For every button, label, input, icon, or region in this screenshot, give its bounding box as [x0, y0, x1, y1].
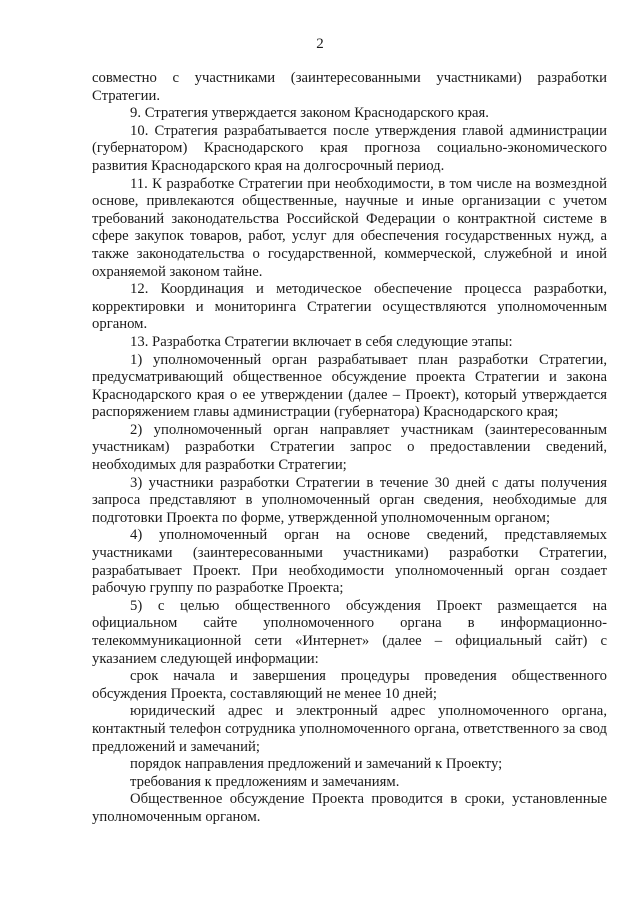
paragraph-13-item-4: 4) уполномоченный орган на основе сведений, представляемых участниками (заинтересованными участниками) разработки Стратегии, разрабатывает Проект. При необходимости уполномоченный орган создает рабочую группу по разработке Проекта;: [92, 527, 607, 597]
paragraph-12: 12. Координация и методическое обеспечение процесса разработки, корректировки и мониторинга Стратегии осуществляются уполномоченным органом.: [92, 281, 607, 333]
info-item-procedure: порядок направления предложений и замечаний к Проекту;: [130, 756, 503, 773]
info-item-address: юридический адрес и электронный адрес уполномоченного органа, контактный телефон сотрудника уполномоченного органа, ответственного за свод предложений и замечаний;: [92, 703, 607, 755]
paragraph-13: 13. Разработка Стратегии включает в себя следующие этапы:: [130, 333, 513, 350]
document-body: [92, 70, 607, 827]
paragraph-13-item-1: 1) уполномоченный орган разрабатывает план разработки Стратегии, предусматривающий общественное обсуждение проекта Стратегии и закона Краснодарского края о ее утверждении (далее – Проект), который утверждается распоряжением главы администрации (губернатора) Краснодарского края;: [92, 351, 607, 421]
paragraph-10: 10. Стратегия разрабатывается после утверждения главой администрации (губернатором) Краснодарского края прогноза социально-экономического развития Краснодарского края на долгосрочный период.: [92, 122, 607, 174]
paragraph-public-discussion: Общественное обсуждение Проекта проводится в сроки, установленные уполномоченным органом.: [92, 791, 607, 825]
info-item-deadline: срок начала и завершения процедуры проведения общественного обсуждения Проекта, составляющий не менее 10 дней;: [92, 668, 607, 702]
paragraph-continuation: совместно с участниками (заинтересованными участниками) разработки Стратегии.: [92, 70, 607, 104]
paragraph-11: 11. К разработке Стратегии при необходимости, в том числе на возмездной основе, привлекаются общественные, научные и иные организации с учетом требований законодательства Российской Федерации о контрактной системе в сфере закупок товаров, работ, услуг для обеспечения государственных нужд, а также законодательства о государственной, коммерческой, служебной и иной охраняемой законом тайне.: [92, 175, 607, 280]
paragraph-13-item-3: 3) участники разработки Стратегии в течение 30 дней с даты получения запроса представляют в уполномоченный орган сведения, необходимые для подготовки Проекта по форме, утвержденной уполномоченным органом;: [92, 474, 607, 526]
paragraph-13-item-2: 2) уполномоченный орган направляет участникам (заинтересованным участникам) разработки Стратегии запрос о предоставлении сведений, необходимых для разработки Стратегии;: [92, 421, 607, 474]
page-number: 2: [316, 36, 324, 52]
paragraph-9: 9. Стратегия утверждается законом Краснодарского края.: [130, 105, 489, 122]
info-item-requirements: требования к предложениям и замечаниям.: [130, 773, 400, 790]
paragraph-13-item-5: 5) с целью общественного обсуждения Проект размещается на официальном сайте уполномоченного органа в информационно-телекоммуникационной сети «Интернет» (далее – официальный сайт) с указанием следующей информации:: [92, 597, 607, 667]
